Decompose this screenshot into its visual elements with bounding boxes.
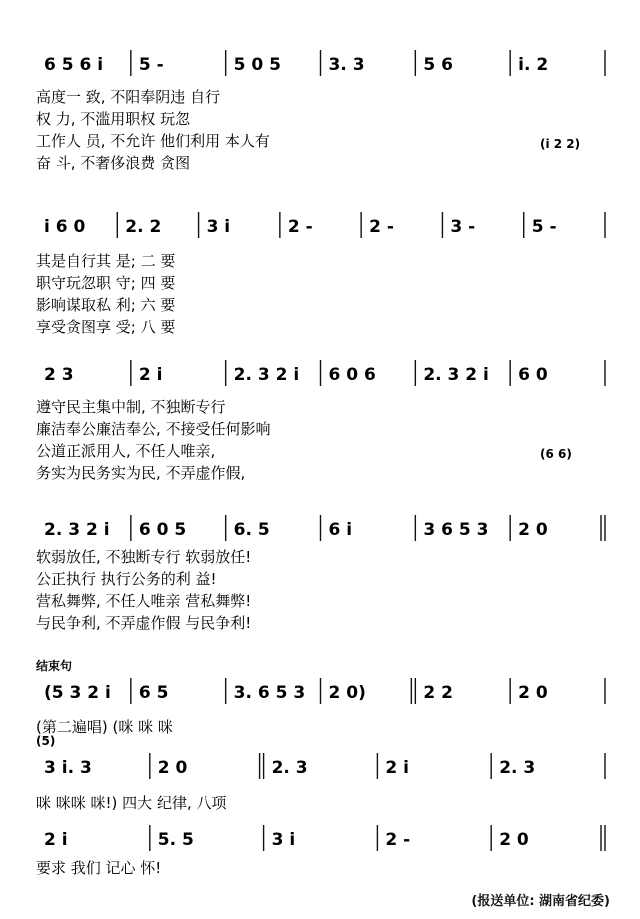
lyric-line: 享受贪图享 受; 八 要 xyxy=(36,318,176,336)
note-measure: 6 0 5 xyxy=(138,520,187,540)
note-measure: 6 0 6 xyxy=(328,365,376,385)
side-note: (i 2 2) xyxy=(540,137,581,151)
note-measure: 5 6 xyxy=(423,55,453,75)
note-measure: 3. 6 5 3 xyxy=(233,683,306,703)
lyric-line: 职守玩忽职 守; 四 要 xyxy=(36,274,176,292)
note-measure: 2 i xyxy=(138,365,163,385)
note-measure: 2. 3 2 i xyxy=(423,365,489,385)
note-measure: 6. 5 xyxy=(233,520,270,540)
note-measure: 5 - xyxy=(531,217,557,237)
note-measure: 2 2 xyxy=(423,683,453,703)
system-label: (5) xyxy=(36,734,56,748)
lyric-line: 咪 咪咪 咪!) 四大 纪律, 八项 xyxy=(36,794,227,812)
side-note: (6 6) xyxy=(540,447,572,461)
note-measure: 2 0 xyxy=(518,520,548,540)
lyric-line: 与民争利, 不弄虚作假 与民争利! xyxy=(36,614,252,632)
note-measure: 2 i xyxy=(44,830,68,850)
lyric-line: 高度一 致, 不阳奉阴违 自行 xyxy=(36,88,221,106)
note-measure: 2 - xyxy=(287,217,313,237)
lyric-line: 影响谋取私 利; 六 要 xyxy=(36,296,176,314)
note-measure: 6 5 xyxy=(138,683,169,703)
system-label: 结束句 xyxy=(36,659,73,673)
note-measure: 3 i xyxy=(206,217,231,237)
note-measure: 3 6 5 3 xyxy=(423,520,489,540)
lyric-line: 遵守民主集中制, 不独断专行 xyxy=(36,398,226,416)
note-measure: 3 - xyxy=(450,217,476,237)
note-measure: 3. 3 xyxy=(328,55,365,75)
lyric-line: 要求 我们 记心 怀! xyxy=(36,859,162,877)
note-measure: i. 2 xyxy=(518,55,549,75)
note-measure: 6 0 xyxy=(518,365,548,385)
lyric-line: 务实为民务实为民, 不弄虚作假, xyxy=(36,464,246,482)
note-measure: 5 - xyxy=(138,55,164,75)
lyric-line: 工作人 员, 不允许 他们利用 本人有 xyxy=(36,132,270,150)
systems xyxy=(36,50,605,877)
note-measure: 2 0 xyxy=(518,683,548,703)
credit-line: (报送单位: 湖南省纪委) xyxy=(471,894,610,909)
note-measure: 2 3 xyxy=(44,365,74,385)
note-measure: 2 - xyxy=(385,830,411,850)
lyric-line: 权 力, 不滥用职权 玩忽 xyxy=(36,110,191,128)
note-measure: 3 i xyxy=(271,830,296,850)
note-measure: 5 0 5 xyxy=(233,55,281,75)
lyric-line: 其是自行其 是; 二 要 xyxy=(36,252,176,270)
note-measure: 3 i. 3 xyxy=(44,758,92,778)
note-measure: (5 3 2 i xyxy=(44,683,111,703)
lyric-line: (第二遍唱) (咪 咪 咪 xyxy=(36,718,173,736)
note-measure: 2. 3 2 i xyxy=(44,520,110,540)
note-measure: 6 5 6 i xyxy=(44,55,104,75)
note-measure: 2 0 xyxy=(499,830,529,850)
lyric-line: 公道正派用人, 不任人唯亲, xyxy=(36,442,216,460)
note-measure: 2. 2 xyxy=(125,217,162,237)
lyric-line: 奋 斗, 不奢侈浪费 贪图 xyxy=(36,154,191,172)
note-measure: 2. 3 xyxy=(499,758,536,778)
note-measure: 2 i xyxy=(385,758,409,778)
lyric-line: 公正执行 执行公务的利 益! xyxy=(36,570,217,588)
lyric-line: 营私舞弊, 不任人唯亲 营私舞弊! xyxy=(36,592,252,610)
lyric-line: 软弱放任, 不独断专行 软弱放任! xyxy=(36,548,252,566)
note-measure: 2 0 xyxy=(157,758,188,778)
note-measure: 2. 3 xyxy=(271,758,308,778)
lyric-line: 廉洁奉公廉洁奉公, 不接受任何影响 xyxy=(36,420,271,438)
note-measure: 5. 5 xyxy=(157,830,194,850)
note-measure: 6 i xyxy=(328,520,353,540)
note-measure: 2 - xyxy=(369,217,394,237)
note-measure: 2 0) xyxy=(328,683,366,703)
note-measure: i 6 0 xyxy=(44,217,86,237)
note-measure: 2. 3 2 i xyxy=(233,365,300,385)
